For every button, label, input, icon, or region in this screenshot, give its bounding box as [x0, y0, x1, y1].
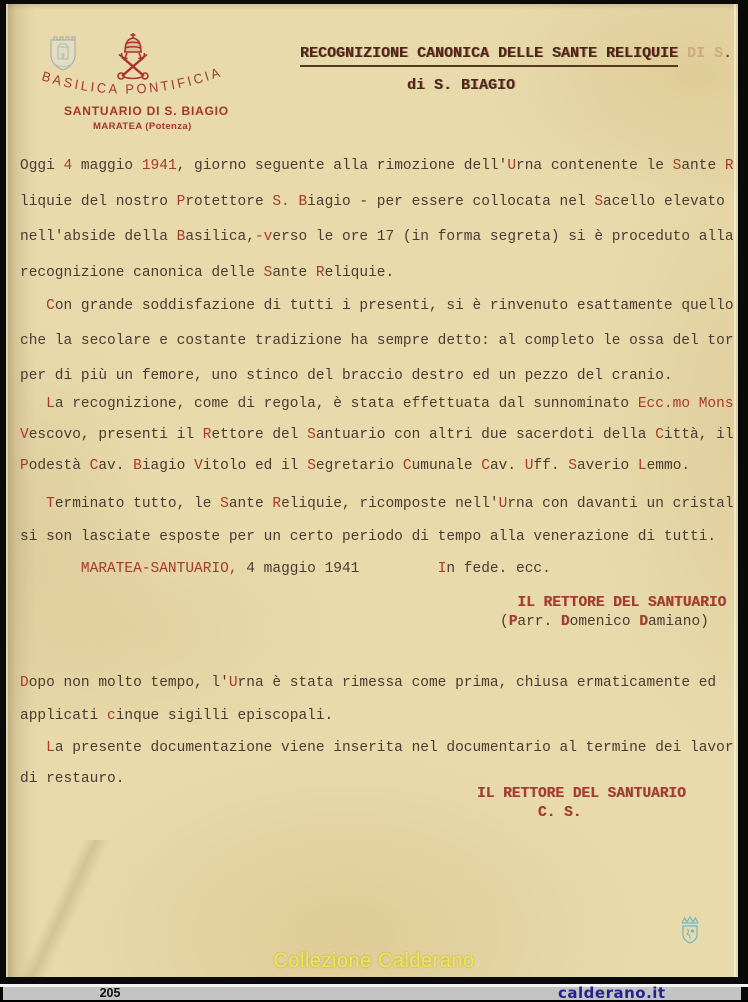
paragraph-1 [20, 149, 739, 291]
typed-red-segment: U [507, 158, 517, 174]
typed-segment: opo non molto tempo, l' [28, 675, 229, 691]
page-number: 205 [99, 986, 121, 1000]
typed-red-segment: U [524, 458, 534, 474]
typed-red-segment: S [220, 496, 229, 512]
typed-segment: egretario [315, 458, 403, 474]
typed-segment: iagio - per essere collocata nel [307, 193, 595, 210]
typed-segment [20, 298, 46, 314]
typed-red-segment: P [508, 614, 518, 630]
typed-red-segment: C [89, 458, 99, 474]
typed-segment: rotettore [185, 193, 273, 210]
typed-text-line [477, 804, 739, 823]
typed-red-segment: B [133, 458, 142, 474]
typed-text-line [500, 594, 740, 613]
typed-red-segment: S [594, 193, 604, 210]
typed-segment: erminato tutto, le [54, 496, 221, 512]
typed-segment: umunale [411, 458, 482, 474]
typed-segment: ( [500, 614, 509, 630]
typed-segment: arr. [517, 614, 561, 630]
typed-red-segment: Ecc.mo Mons [637, 396, 734, 412]
typed-text-line [500, 613, 740, 632]
typed-red-segment: MARATEA-SANTUARIO, [80, 561, 238, 577]
typed-segment: ittà, il [663, 427, 734, 443]
typed-text-line [20, 220, 739, 256]
typed-segment: eliquie, ricomposte nell' [281, 496, 499, 512]
typed-red-segment: S [263, 264, 273, 281]
typed-text-line [20, 451, 739, 482]
typed-red-segment: S. B [272, 193, 308, 210]
typed-segment: iagio [141, 458, 195, 474]
typed-red-segment: R [202, 427, 212, 443]
typed-segment: emmo. [646, 458, 691, 474]
typed-red-segment: U [498, 496, 508, 512]
typed-segment: antuario con altri due sacerdoti della [315, 427, 656, 443]
typed-segment: rna è stata rimessa come prima, chiusa ermaticamente ed [237, 675, 717, 691]
typed-red-segment: D [639, 614, 648, 630]
typed-segment: escovo, presenti il [28, 427, 203, 443]
typed-red-segment: C [402, 458, 412, 474]
typed-text-line [20, 667, 739, 700]
typed-red-segment: B [176, 229, 186, 246]
typed-text-line [20, 700, 739, 733]
typed-red-segment: C [655, 427, 664, 443]
typed-segment: on grande soddisfazione di tutti i presenti, si è rinvenuto esattamente quello [54, 298, 734, 314]
paragraph-4-with-dateline [20, 488, 739, 586]
typed-red-segment: S [307, 458, 316, 474]
typed-text-line [20, 521, 739, 554]
blue-crest-icon [679, 914, 701, 946]
typed-text-line [20, 289, 739, 324]
typed-red-segment: V [194, 458, 203, 474]
typed-segment: che la secolare e costante tradizione ha sempre detto: al completo le ossa del tor [20, 333, 734, 349]
typed-red-segment: T [46, 496, 55, 512]
typed-red-segment: 1941 [141, 158, 177, 174]
collection-watermark: Collezione Calderano [273, 950, 475, 972]
typed-red-segment: U [228, 675, 238, 691]
typed-text-line [20, 389, 739, 420]
typed-red-segment: L [637, 458, 647, 474]
typed-text-line [20, 256, 739, 292]
typed-red-segment: P [20, 458, 29, 474]
typed-text-line [20, 324, 739, 359]
typed-red-segment: L [46, 396, 55, 412]
typed-red-segment: L [46, 740, 55, 756]
signature-block-rector [500, 594, 740, 632]
typed-red-segment: I [437, 561, 447, 577]
title-faded-dot: . [723, 45, 733, 62]
typed-segment [20, 496, 46, 512]
typed-segment: nell'abside della [20, 229, 177, 246]
typed-text-line [20, 185, 739, 221]
letterhead-maratea: MARATEA (Potenza) [93, 121, 192, 132]
typed-segment: recognizione canonica delle [20, 264, 264, 281]
typed-red-segment: IL RETTORE DEL SANTUARIO [517, 595, 727, 611]
typed-segment: liquie del nostro [20, 193, 177, 210]
scan-border-right [738, 0, 748, 984]
title-main-text: RECOGNIZIONE CANONICA DELLE SANTE RELIQUIE [300, 45, 678, 67]
typed-red-segment: S [568, 458, 577, 474]
typed-segment: maggio [72, 158, 142, 174]
typed-text-line [20, 733, 739, 764]
letterhead-santuario: SANTUARIO DI S. BIAGIO [64, 104, 229, 118]
scan-border-bottom [0, 977, 748, 984]
typed-segment: di restauro. [20, 771, 125, 787]
typed-segment: acello elevato [603, 193, 725, 210]
signature-block-rector-2 [477, 785, 739, 823]
typed-segment: n fede. ecc. [446, 561, 551, 577]
svg-text:BASILICA PONTIFICIA: BASILICA PONTIFICIA [40, 64, 225, 97]
typed-segment: averio [576, 458, 638, 474]
typed-segment: rna con davanti un cristal [507, 496, 734, 512]
typed-segment: ante [681, 158, 725, 174]
scan-border-left [0, 0, 6, 984]
typed-text-line [477, 785, 739, 804]
typed-segment: si son lasciate esposte per un certo periodo di tempo alla venerazione di tutti. [20, 528, 717, 545]
site-label: calderano.it [558, 984, 666, 1002]
typed-segment [477, 805, 538, 821]
typed-red-segment: P [176, 193, 186, 210]
typed-segment: eliquie. [324, 264, 395, 281]
typed-red-segment: -v [254, 229, 273, 246]
typed-text-line [20, 420, 739, 451]
typed-segment: itolo ed il [202, 458, 308, 474]
typed-text-line [20, 553, 739, 586]
typed-segment: odestà [28, 458, 90, 474]
typed-segment [20, 740, 46, 756]
paragraph-2 [20, 289, 739, 394]
typed-segment: amiano) [647, 614, 709, 630]
typed-red-segment: C. S. [537, 805, 582, 821]
paper-edge-highlight-left [6, 4, 8, 977]
typed-red-segment: c [107, 708, 116, 724]
typed-segment: ante [228, 496, 273, 512]
typed-red-segment: S [307, 427, 316, 443]
typed-segment: av. [98, 458, 134, 474]
typed-red-segment: R [315, 264, 325, 281]
typed-segment [500, 595, 517, 611]
typed-red-segment: C [481, 458, 490, 474]
typed-red-segment: V [20, 427, 29, 443]
typed-red-segment: R [724, 158, 734, 174]
typed-segment: asilica, [185, 229, 255, 246]
document-subtitle: di S. BIAGIO [407, 77, 516, 94]
typed-segment: omenico [569, 614, 640, 630]
typed-text-line [20, 149, 739, 185]
typed-segment: Oggi [20, 158, 64, 174]
typed-segment: ante [272, 264, 316, 281]
typed-text-line [20, 488, 739, 521]
typed-segment: ettore del [211, 427, 308, 443]
typed-segment: a presente documentazione viene inserita nel documentario al termine dei lavor [54, 740, 734, 756]
typed-red-segment: D [20, 675, 29, 691]
typed-red-segment: 4 [63, 158, 73, 174]
typed-red-segment: S [672, 158, 682, 174]
typed-segment: per di più un femore, uno stinco del braccio destro ed un pezzo del cranio. [20, 368, 673, 384]
typed-red-segment: D [560, 614, 570, 630]
typed-segment: rna contenente le [516, 158, 673, 174]
document-title [300, 45, 732, 62]
paragraph-3 [20, 389, 739, 482]
paragraph-5-addendum [20, 667, 739, 733]
typed-segment: inque sigilli episcopali. [115, 708, 334, 724]
typed-segment [20, 396, 46, 412]
typed-red-segment: C [46, 298, 55, 314]
title-faded-fragment: DI S [678, 45, 724, 62]
typed-segment: , giorno seguente alla rimozione dell' [176, 158, 508, 174]
typed-segment: erso le ore 17 (in forma segreta) si è proceduto alla [272, 229, 734, 246]
typed-red-segment: IL RETTORE DEL SANTUARIO [477, 786, 686, 802]
typed-segment: 4 maggio 1941 [237, 561, 438, 577]
typed-segment: applicati [20, 708, 108, 724]
typed-segment: a recognizione, come di regola, è stata effettuata dal sunnominato [54, 396, 638, 412]
typed-segment [20, 561, 81, 577]
typed-segment: av. [489, 458, 525, 474]
typed-segment: ff. [533, 458, 569, 474]
typed-red-segment: R [272, 496, 282, 512]
scan-border-top [0, 0, 748, 4]
